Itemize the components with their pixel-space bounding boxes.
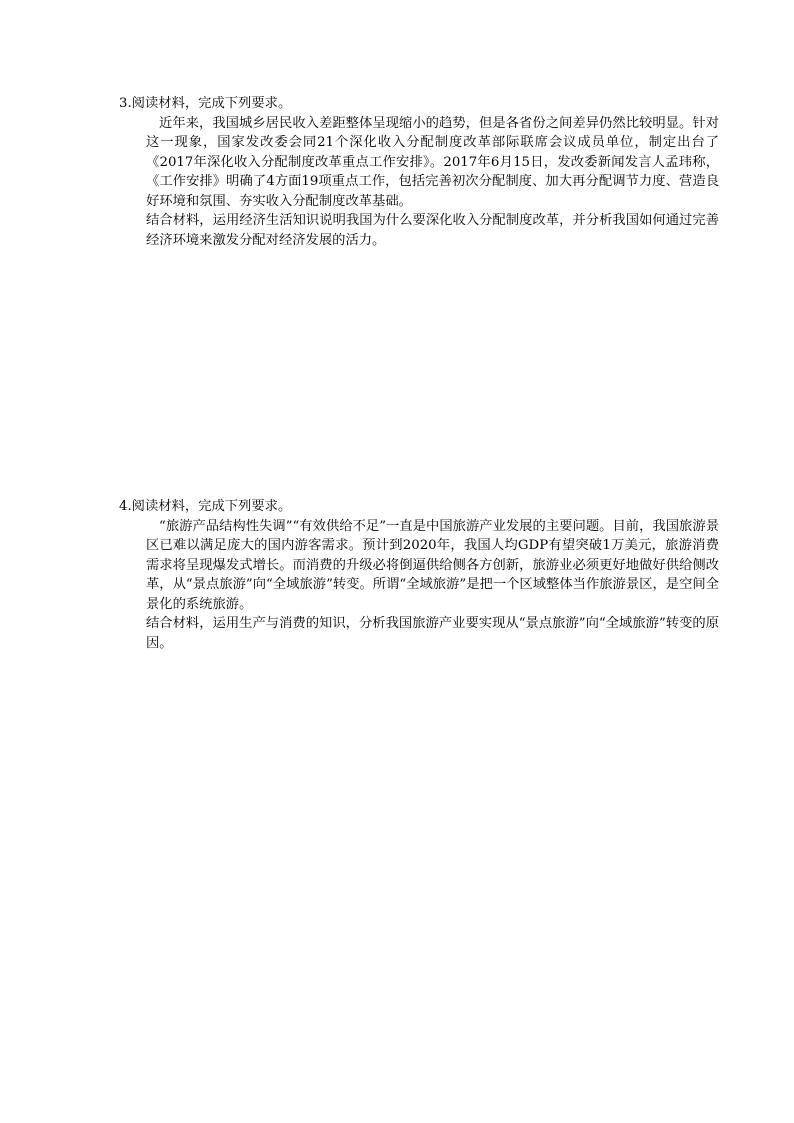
question-4-task: 结合材料，运用生产与消费的知识，分析我国旅游产业要实现从“景点旅游”向“全域旅游”转变的原因。 (146, 616, 719, 651)
question-3-material: 近年来，我国城乡居民收入差距整体呈现缩小的趋势，但是各省份之间差异仍然比较明显。针对这一现象，国家发改委会同21个深化收入分配制度改革部际联席会议成员单位，制定出台了《2017年深化收入分配制度改革重点工作安排》。2017年6月15日，发改委新闻发言人孟玮称，《工作安排》明确了4方面19项重点工作，包括完善初次分配制度、加大再分配调节力度、营造良好环境和氛围、夯实收入分配制度改革基础。 (146, 115, 719, 209)
question-4 (119, 497, 719, 653)
question-4-title: 4.阅读材料，完成下列要求。 (119, 499, 292, 514)
question-3-task: 结合材料，运用经济生活知识说明我国为什么要深化收入分配制度改革，并分析我国如何通过完善经济环境来激发分配对经济发展的活力。 (146, 213, 719, 248)
question-3-title: 3.阅读材料，完成下列要求。 (119, 96, 292, 111)
question-4-material: “旅游产品结构性失调”“有效供给不足”一直是中国旅游产业发展的主要问题。目前，我国旅游景区已难以满足庞大的国内游客需求。预计到2020年，我国人均GDP有望突破1万美元，旅游消费需求将呈现爆发式增长。而消费的升级必将倒逼供给侧各方创新，旅游业必须更好地做好供给侧改革，从“景点旅游”向“全域旅游”转变。所谓“全域旅游”是把一个区域整体当作旅游景区，是空间全景化的系统旅游。 (146, 518, 719, 612)
question-3 (119, 94, 719, 250)
